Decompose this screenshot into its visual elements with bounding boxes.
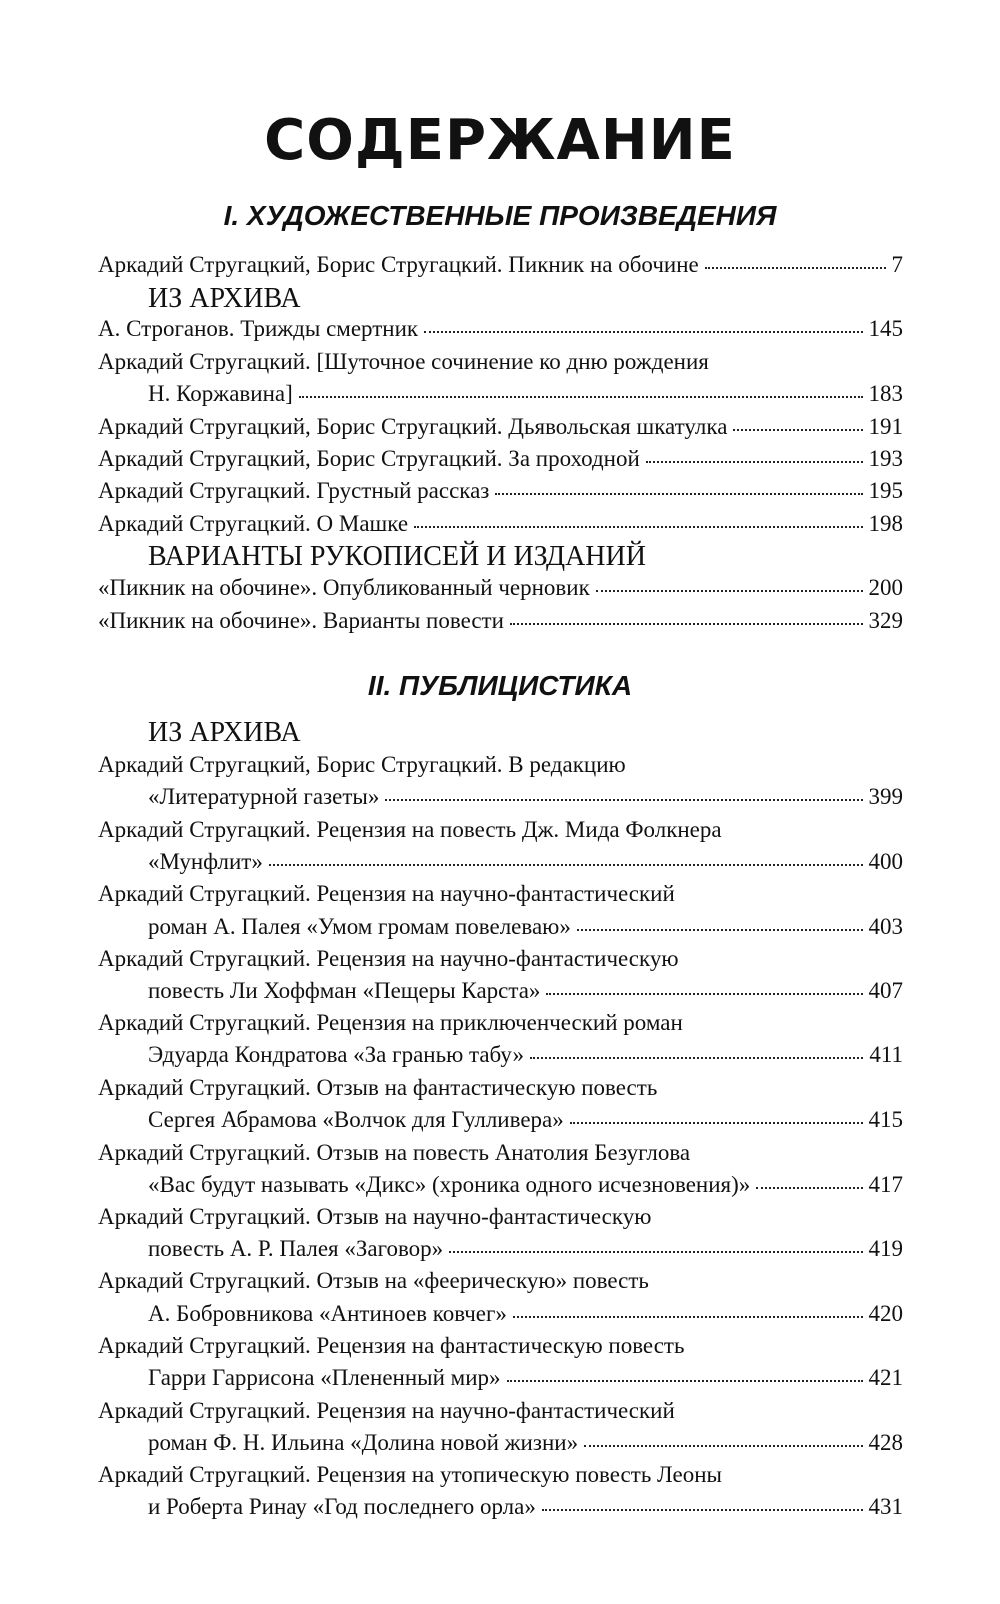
dot-leader (756, 1186, 862, 1189)
toc-entry[interactable] (148, 1301, 903, 1334)
toc-entry[interactable] (98, 1268, 649, 1301)
entry-title: Аркадий Стругацкий, Борис Стругацкий. За проходной (98, 446, 640, 471)
entry-title: Гарри Гаррисона «Плененный мир» (148, 1365, 501, 1390)
entry-title: Аркадий Стругацкий. О Машке (98, 511, 409, 536)
entry-title: А. Строганов. Трижды смертник (98, 316, 419, 341)
toc-entry[interactable] (98, 1010, 683, 1043)
toc-entry[interactable] (98, 1075, 657, 1108)
dot-leader (570, 1121, 863, 1124)
entry-title: Н. Коржавина] (148, 381, 293, 406)
entry-title: Аркадий Стругацкий, Борис Стругацкий. Пикник на обочине (98, 252, 699, 277)
page-number: 399 (868, 784, 903, 809)
part-heading: I. ХУДОЖЕСТВЕННЫЕ ПРОИЗВЕДЕНИЯ (223, 200, 777, 231)
toc-entry[interactable] (98, 881, 675, 914)
entry-title: Аркадий Стругацкий. Рецензия на научно-фантастическую (98, 946, 679, 971)
page-number: 145 (868, 316, 903, 341)
toc-entry[interactable] (98, 575, 903, 608)
toc-entry[interactable] (148, 1365, 903, 1398)
page-number: 193 (868, 446, 903, 471)
toc-entry[interactable] (148, 1107, 903, 1140)
dot-leader (646, 460, 863, 463)
dot-leader (530, 1056, 863, 1059)
entry-title: Аркадий Стругацкий. Рецензия на научно-фантастический (98, 1398, 675, 1423)
page-number: 400 (868, 849, 903, 874)
page-number: 7 (891, 252, 903, 277)
toc-entry[interactable] (148, 1042, 903, 1075)
dot-leader (507, 1379, 863, 1382)
entry-title: «Пикник на обочине». Варианты повести (98, 608, 504, 633)
toc-entry[interactable] (98, 1204, 651, 1237)
toc-entry[interactable] (148, 1494, 903, 1527)
page-number: 407 (868, 978, 903, 1003)
entry-title: Аркадий Стругацкий. Рецензия на научно-фантастический (98, 881, 675, 906)
page-number: 428 (868, 1430, 903, 1455)
dot-leader (495, 492, 862, 495)
toc-entry[interactable] (98, 1398, 675, 1431)
entry-title: «Литературной газеты» (148, 784, 380, 809)
page-number: 200 (868, 575, 903, 600)
toc-entry[interactable] (148, 1430, 903, 1463)
toc-entry[interactable] (148, 849, 903, 882)
toc-entry[interactable] (98, 1462, 722, 1495)
toc-entry[interactable] (148, 1172, 903, 1205)
toc-entry[interactable] (148, 381, 903, 414)
toc-entry[interactable] (98, 946, 679, 979)
page-number: 431 (868, 1494, 903, 1519)
dot-leader (705, 266, 886, 269)
toc-entry[interactable] (98, 817, 722, 850)
page-number: 329 (868, 608, 903, 633)
entry-title: «Мунфлит» (148, 849, 263, 874)
entry-title: «Вас будут называть «Дикс» (хроника одного исчезновения)» (148, 1172, 751, 1197)
section-subheading: ИЗ АРХИВА (148, 283, 301, 314)
toc-entry[interactable] (98, 1140, 690, 1173)
toc-entry[interactable] (98, 349, 709, 382)
entry-title: повесть Ли Хоффман «Пещеры Карста» (148, 978, 541, 1003)
entry-title: Аркадий Стругацкий. Рецензия на приключенческий роман (98, 1010, 683, 1035)
page-number: 183 (868, 381, 903, 406)
page-title: СОДЕРЖАНИЕ (264, 108, 736, 173)
dot-leader (733, 428, 862, 431)
dot-leader (584, 1444, 862, 1447)
page-number: 411 (869, 1042, 903, 1067)
entry-title: Аркадий Стругацкий, Борис Стругацкий. В редакцию (98, 752, 626, 777)
entry-title: А. Бобровникова «Антиноев ковчег» (148, 1301, 507, 1326)
page-number: 191 (868, 414, 903, 439)
entry-title: Аркадий Стругацкий. Рецензия на фантастическую повесть (98, 1333, 685, 1358)
page-number: 417 (868, 1172, 903, 1197)
toc-entry[interactable] (148, 784, 903, 817)
section-subheading: ИЗ АРХИВА (148, 717, 301, 748)
entry-title: и Роберта Ринау «Год последнего орла» (148, 1494, 536, 1519)
dot-leader (414, 525, 862, 528)
dot-leader (577, 928, 863, 931)
toc-entry[interactable] (98, 752, 626, 785)
toc-entry[interactable] (148, 914, 903, 947)
entry-title: Аркадий Стругацкий. Рецензия на повесть Дж. Мида Фолкнера (98, 817, 722, 842)
entry-title: повесть А. Р. Палея «Заговор» (148, 1236, 444, 1261)
page-number: 403 (868, 914, 903, 939)
page-number: 420 (868, 1301, 903, 1326)
toc-entry[interactable] (98, 252, 903, 285)
entry-title: Аркадий Стругацкий. [Шуточное сочинение ко дню рождения (98, 349, 709, 374)
toc-entry[interactable] (98, 316, 903, 349)
dot-leader (513, 1315, 863, 1318)
dot-leader (449, 1250, 862, 1253)
dot-leader (269, 863, 863, 866)
toc-entry[interactable] (98, 511, 903, 544)
entry-title: Аркадий Стругацкий. Отзыв на фантастическую повесть (98, 1075, 658, 1100)
entry-title: Сергея Абрамова «Волчок для Гулливера» (148, 1107, 564, 1132)
dot-leader (385, 798, 862, 801)
toc-entry[interactable] (98, 478, 903, 511)
page-number: 198 (868, 511, 903, 536)
toc-entry[interactable] (98, 1333, 684, 1366)
page-number: 195 (868, 478, 903, 503)
part-heading: II. ПУБЛИЦИСТИКА (367, 670, 633, 701)
entry-title: Аркадий Стругацкий. Отзыв на «феерическую» повесть (98, 1268, 649, 1293)
entry-title: Аркадий Стругацкий. Рецензия на утопическую повесть Леоны (98, 1462, 722, 1487)
entry-title: Аркадий Стругацкий. Отзыв на повесть Анатолия Безуглова (98, 1140, 691, 1165)
dot-leader (546, 992, 862, 995)
toc-entry[interactable] (98, 608, 903, 641)
entry-title: роман Ф. Н. Ильина «Долина новой жизни» (148, 1430, 579, 1455)
page-number: 421 (868, 1365, 903, 1390)
entry-title: Эдуарда Кондратова «За гранью табу» (148, 1042, 524, 1067)
entry-title: «Пикник на обочине». Опубликованный черновик (98, 575, 590, 600)
dot-leader (510, 622, 863, 625)
toc-entry[interactable] (98, 446, 903, 479)
toc-entry[interactable] (148, 978, 903, 1011)
dot-leader (299, 395, 863, 398)
dot-leader (542, 1508, 863, 1511)
toc-entry[interactable] (148, 1236, 903, 1269)
dot-leader (424, 330, 862, 333)
dot-leader (596, 589, 863, 592)
section-subheading: ВАРИАНТЫ РУКОПИСЕЙ И ИЗДАНИЙ (148, 541, 646, 572)
page-number: 415 (868, 1107, 903, 1132)
entry-title: роман А. Палея «Умом громам повелеваю» (148, 914, 571, 939)
entry-title: Аркадий Стругацкий. Отзыв на научно-фантастическую (98, 1204, 652, 1229)
entry-title: Аркадий Стругацкий, Борис Стругацкий. Дьявольская шкатулка (98, 414, 728, 439)
entry-title: Аркадий Стругацкий. Грустный рассказ (98, 478, 490, 503)
toc-entry[interactable] (98, 414, 903, 447)
page-number: 419 (868, 1236, 903, 1261)
